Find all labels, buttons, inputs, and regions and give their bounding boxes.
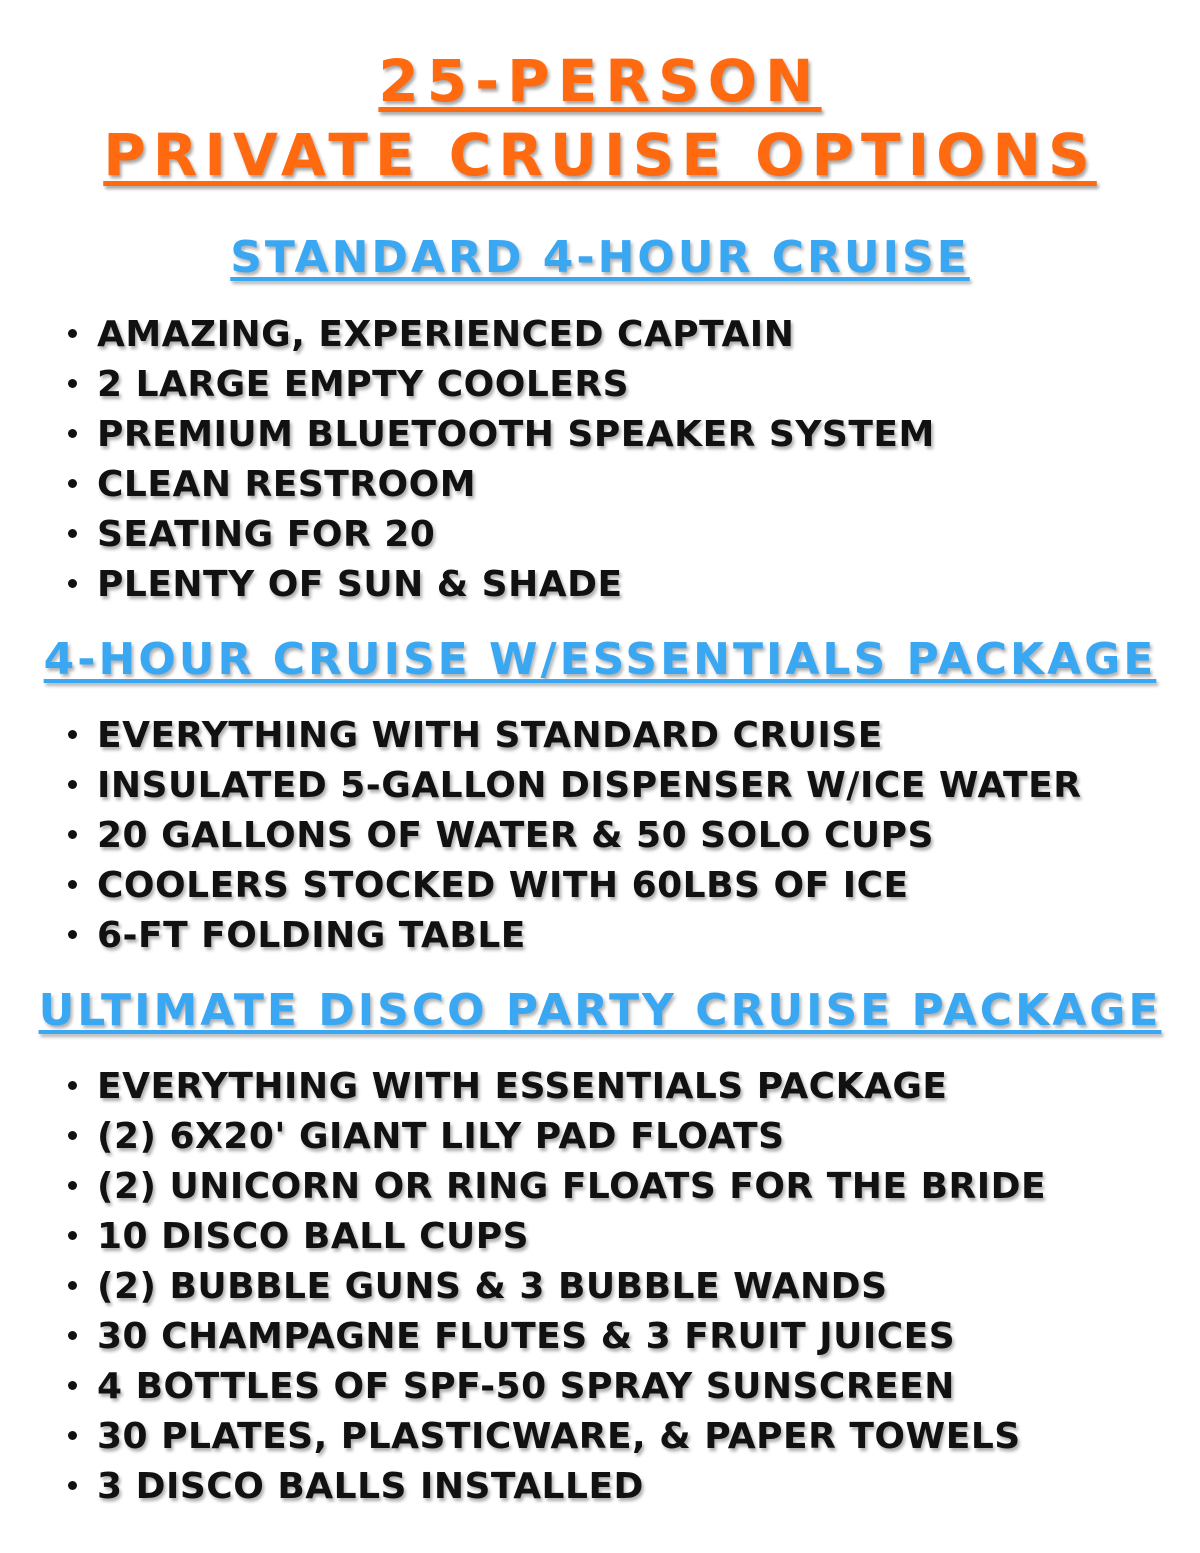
bullet-icon <box>68 379 77 388</box>
list-item <box>68 861 909 911</box>
bullet-icon <box>68 1181 77 1190</box>
ultimate-disco-package-list <box>68 1062 1046 1512</box>
bullet-icon <box>68 830 77 839</box>
list-item-text: 30 PLATES, PLASTICWARE, & PAPER TOWELS <box>97 1416 1021 1457</box>
list-item-text: 30 CHAMPAGNE FLUTES & 3 FRUIT JUICES <box>97 1316 956 1357</box>
list-item <box>68 1162 1046 1212</box>
standard-cruise-list <box>68 310 935 610</box>
list-item <box>68 911 526 961</box>
list-item <box>68 360 629 410</box>
list-item-text: PLENTY OF SUN & SHADE <box>97 564 623 605</box>
essentials-package-list <box>68 711 1081 961</box>
list-item-text: SEATING FOR 20 <box>97 514 436 555</box>
list-item-text: PREMIUM BLUETOOTH SPEAKER SYSTEM <box>97 414 935 455</box>
bullet-icon <box>68 529 77 538</box>
bullet-icon <box>68 429 77 438</box>
list-item-text: COOLERS STOCKED WITH 60LBS OF ICE <box>97 865 909 906</box>
bullet-icon <box>68 1131 77 1140</box>
bullet-icon <box>68 880 77 889</box>
list-item <box>68 1412 1021 1462</box>
list-item <box>68 460 476 510</box>
bullet-icon <box>68 780 77 789</box>
list-item <box>68 1262 888 1312</box>
list-item <box>68 1212 529 1262</box>
list-item-text: (2) BUBBLE GUNS & 3 BUBBLE WANDS <box>97 1266 888 1307</box>
bullet-icon <box>68 1431 77 1440</box>
list-item <box>68 410 935 460</box>
list-item <box>68 1362 955 1412</box>
list-item-text: EVERYTHING WITH STANDARD CRUISE <box>97 715 883 756</box>
section-heading-ultimate: ULTIMATE DISCO PARTY CRUISE PACKAGE <box>38 985 1162 1036</box>
bullet-icon <box>68 1281 77 1290</box>
bullet-icon <box>68 1231 77 1240</box>
list-item-text: INSULATED 5-GALLON DISPENSER W/ICE WATER <box>97 765 1082 806</box>
list-item <box>68 510 435 560</box>
list-item <box>68 711 883 761</box>
bullet-icon <box>68 730 77 739</box>
section-heading-standard: STANDARD 4-HOUR CRUISE <box>230 232 970 283</box>
list-item-text: (2) 6X20' GIANT LILY PAD FLOATS <box>97 1116 785 1157</box>
bullet-icon <box>68 479 77 488</box>
list-item <box>68 560 623 610</box>
list-item-text: CLEAN RESTROOM <box>97 464 477 505</box>
list-item-text: AMAZING, EXPERIENCED CAPTAIN <box>97 314 795 355</box>
list-item-text: (2) UNICORN OR RING FLOATS FOR THE BRIDE <box>97 1166 1047 1207</box>
list-item-text: 3 DISCO BALLS INSTALLED <box>97 1466 644 1507</box>
bullet-icon <box>68 579 77 588</box>
bullet-icon <box>68 1331 77 1340</box>
list-item <box>68 761 1081 811</box>
list-item-text: 2 LARGE EMPTY COOLERS <box>97 364 630 405</box>
list-item <box>68 1062 948 1112</box>
list-item <box>68 1312 955 1362</box>
list-item-text: 4 BOTTLES OF SPF-50 SPRAY SUNSCREEN <box>97 1366 955 1407</box>
list-item <box>68 1112 785 1162</box>
bullet-icon <box>68 930 77 939</box>
bullet-icon <box>68 1381 77 1390</box>
list-item <box>68 811 934 861</box>
bullet-icon <box>68 329 77 338</box>
list-item-text: 10 DISCO BALL CUPS <box>97 1216 530 1257</box>
list-item-text: 20 GALLONS OF WATER & 50 SOLO CUPS <box>97 815 934 856</box>
section-heading-essentials: 4-HOUR CRUISE W/ESSENTIALS PACKAGE <box>43 634 1157 685</box>
bullet-icon <box>68 1481 77 1490</box>
list-item <box>68 1462 644 1512</box>
bullet-icon <box>68 1081 77 1090</box>
list-item-text: 6-FT FOLDING TABLE <box>97 915 526 956</box>
list-item-text: EVERYTHING WITH ESSENTIALS PACKAGE <box>97 1066 948 1107</box>
page-title-line-2: PRIVATE CRUISE OPTIONS <box>103 121 1097 189</box>
page-title-line-1: 25-PERSON <box>378 47 822 115</box>
list-item <box>68 310 794 360</box>
